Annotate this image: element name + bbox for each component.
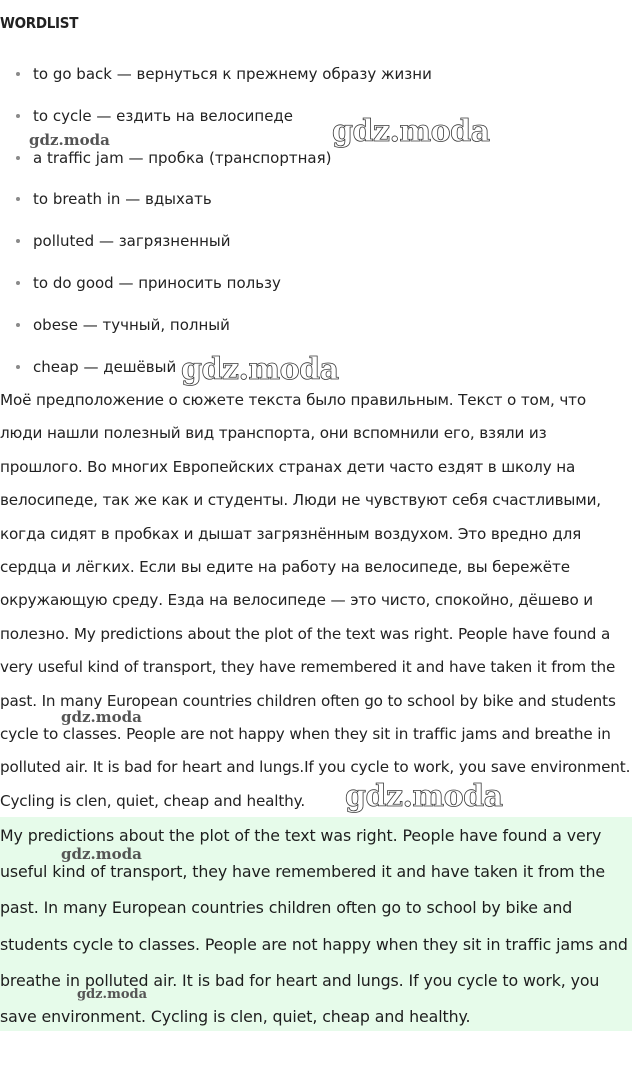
watermark: gdz.moda — [332, 114, 490, 149]
bullet-icon — [16, 323, 20, 327]
wordlist-item — [33, 148, 331, 168]
watermark: gdz.moda — [61, 845, 142, 863]
bullet-icon — [16, 156, 20, 160]
wordlist-item-text: to breath in — вдыхать — [33, 190, 212, 208]
watermark: gdz.moda — [181, 352, 339, 387]
bullet-icon — [16, 197, 20, 201]
answer-box — [0, 817, 632, 1031]
bullet-icon — [16, 72, 20, 76]
watermark: gdz.moda — [345, 779, 503, 814]
wordlist-item — [33, 64, 432, 84]
wordlist-item-text: to go back — вернуться к прежнему образу жизни — [33, 65, 432, 83]
wordlist-item-text: to cycle — ездить на велосипеде — [33, 107, 294, 125]
answer-paragraph: My predictions about the plot of the text was right. People have found a very useful kind of transport, they have remembered it and have taken it from the past. In many European countries children often go to school by bike and students cycle to classes. People are not happy when they sit in traffic jams and breathe in polluted air. It is bad for heart and lungs. If you cycle to work, you save environment. Cycling is clen, quiet, cheap and healthy. — [0, 826, 628, 1027]
wordlist-item-text: a traffic jam — пробка (транспортная) — [33, 149, 332, 167]
wordlist-heading: WORDLIST — [0, 14, 79, 32]
wordlist-item — [33, 315, 230, 335]
bullet-icon — [16, 239, 20, 243]
wordlist-item-text: obese — тучный, полный — [33, 316, 230, 334]
wordlist-item — [33, 273, 281, 293]
wordlist-item — [33, 357, 176, 377]
bullet-icon — [16, 114, 20, 118]
bullet-icon — [16, 281, 20, 285]
bullet-icon — [16, 365, 20, 369]
wordlist-item-text: polluted — загрязненный — [33, 232, 231, 250]
main-paragraph: Моё предположение о сюжете текста было правильным. Текст о том, что люди нашли полезный вид транспорта, они вспомнили его, взяли из прошлого. Во многих Европейских странах дети часто ездят в школу на велосипеде, так же как и студенты. Люди не чувствуют себя счастливыми, когда сидят в пробках и дышат загрязнённым воздухом. Это вредно для сердца и лёгких. Если вы едите на работу на велосипеде, вы бережёте окружающую среду. Езда на велосипеде — это чисто, спокойно, дёшево и полезно. My predictions about the plot of the text was right. People have found a very useful kind of transport, they have remembered it and have taken it from the past. In many European countries children often go to school by bike and students cycle to classes. People are not happy when they sit in traffic jams and breathe in polluted air. It is bad for heart and lungs.If you cycle to work, you save environment. Cycling is clen, quiet, cheap and healthy. — [0, 391, 631, 810]
wordlist-item-text: cheap — дешёвый — [33, 358, 177, 376]
watermark: gdz.moda — [61, 708, 142, 726]
wordlist-item — [33, 189, 212, 209]
watermark: gdz.moda — [77, 987, 148, 1002]
wordlist-item-text: to do good — приносить пользу — [33, 274, 281, 292]
wordlist-item — [33, 231, 231, 251]
watermark: gdz.moda — [29, 131, 110, 149]
wordlist-item — [33, 106, 293, 126]
